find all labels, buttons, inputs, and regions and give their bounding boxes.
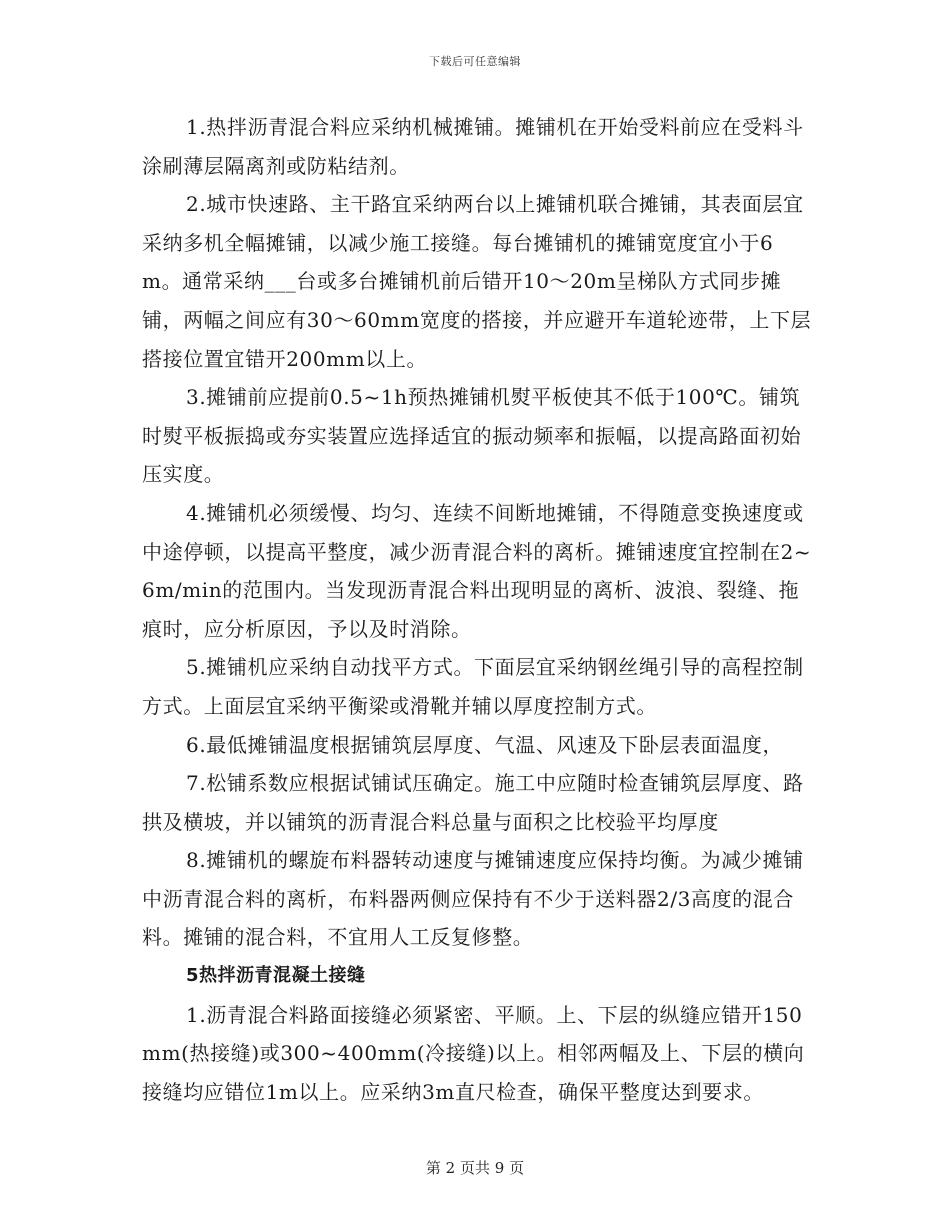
section-paragraph-1: 1.沥青混合料路面接缝必须紧密、平顺。上、下层的纵缝应错开150mm(热接缝)或300~400mm(冷接缝)以上。相邻两幅及上、下层的横向接缝均应错位1m以上。应采纳3m直尺检查，确保平整度达到要求。 [142, 1002, 805, 1104]
paragraph-3: 3.摊铺前应提前0.5~1h预热摊铺机熨平板使其不低于100℃。铺筑时熨平板振捣或夯实装置应选择适宜的振动频率和振幅，以提高路面初始压实度。 [142, 385, 802, 487]
paragraph-4: 4.摊铺机必须缓慢、均匀、连续不间断地摊铺，不得随意变换速度或中途停顿，以提高平整度，减少沥青混合料的离析。摊铺速度宜控制在2~6m/min的范围内。当发现沥青混合料出现明显的离析、波浪、裂缝、拖痕时，应分析原因，予以及时消除。 [142, 500, 812, 641]
paragraph-8: 8.摊铺机的螺旋布料器转动速度与摊铺速度应保持均衡。为减少摊铺中沥青混合料的离析，布料器两侧应保持有不少于送料器2/3高度的混合料。摊铺的混合料，不宜用人工反复修整。 [142, 848, 804, 950]
section-heading: 5热拌沥青混凝土接缝 [186, 965, 366, 987]
document-body [142, 108, 812, 1111]
paragraph-5: 5.摊铺机应采纳自动找平方式。下面层宜采纳钢丝绳引导的高程控制方式。上面层宜采纳平衡梁或滑靴并辅以厚度控制方式。 [142, 655, 804, 718]
page-header: 下载后可任意编辑 [429, 55, 521, 68]
paragraph-6: 6.最低摊铺温度根据铺筑层厚度、气温、风速及下卧层表面温度， [186, 732, 784, 757]
paragraph-2: 2.城市快速路、主干路宜采纳两台以上摊铺机联合摊铺，其表面层宜采纳多机全幅摊铺，以减少施工接缝。每台摊铺机的摊铺宽度宜小于6m。通常采纳___台或多台摊铺机前后错开10〜20m呈梯队方式同步摊铺，两幅之间应有30〜60mm宽度的搭接，并应避开车道轮迹带，上下层搭接位置宜错开200mm以上。 [142, 192, 812, 371]
page-number: 第 2 页共 9 页 [425, 1159, 525, 1177]
paragraph-1: 1.热拌沥青混合料应采纳机械摊铺。摊铺机在开始受料前应在受料斗涂刷薄层隔离剂或防粘结剂。 [142, 115, 804, 178]
paragraph-7: 7.松铺系数应根据试铺试压确定。施工中应随时检查铺筑层厚度、路拱及横坡，并以铺筑的沥青混合料总量与面积之比校验平均厚度 [142, 771, 804, 834]
